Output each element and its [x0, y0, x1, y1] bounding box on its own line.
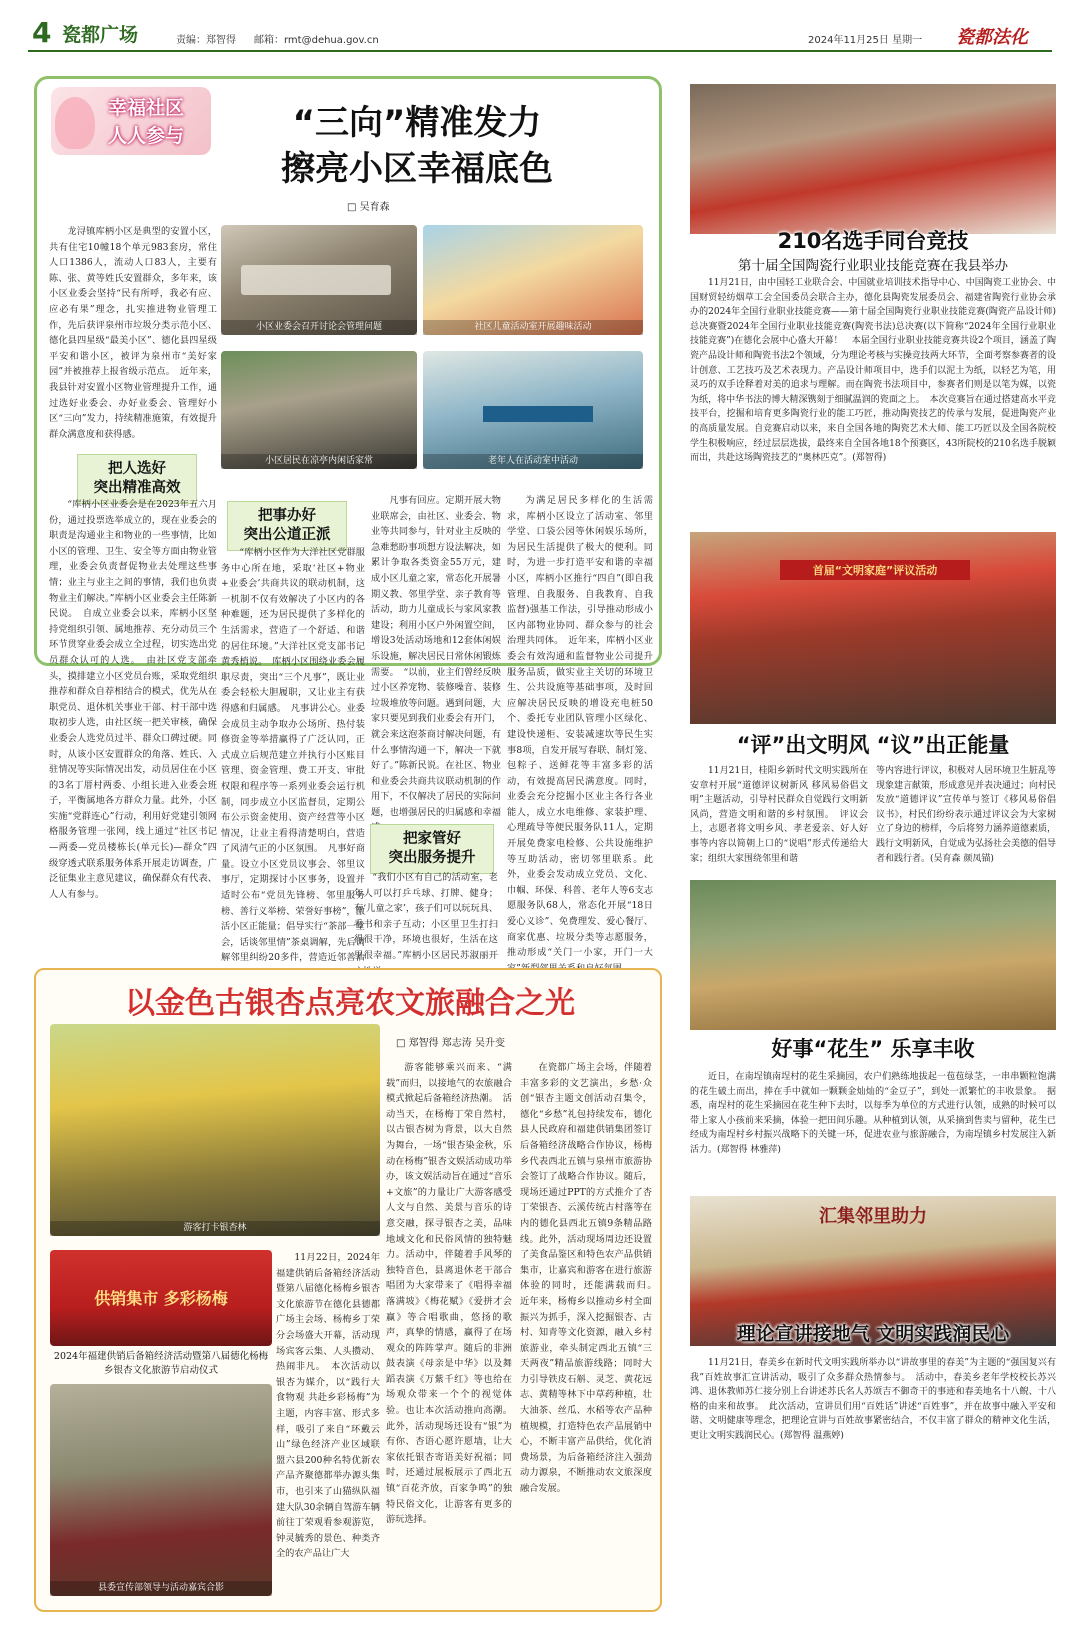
editor-email: 邮箱：rmt@dehua.gov.cn: [254, 35, 379, 46]
photo-village-meeting: [690, 532, 1056, 724]
r2-col2: 等内容进行评议，积极对人居环境卫生脏乱等现象建言献策，形成意见并表决通过；向村民发放“道德评议”宣传单与签订《移风易俗倡议书》，村民们纷纷表示通过评议会为大家树立了身边的榜样，今后将努力涵养道德素质，践行文明新风，自觉成为弘扬社会美德的倡导者和践行者。(吴育森 颜凤锚): [876, 766, 1057, 864]
paper-logo: 瓷都法化: [956, 27, 1028, 48]
subhead-do-things: 把事办好 突出公道正派: [227, 501, 347, 551]
issue-date: 2024年11月25日 星期一: [808, 35, 923, 46]
lecture-banner: 汇集邻里助力: [819, 1206, 927, 1227]
page-number: 4: [32, 16, 52, 49]
column-3a-text: 凡事有回应。定期开展大物业联席会，由社区、业委会、物业等共同参与，针对业主反映的急难愁盼事项想方设法解决，如累计争取各类资金55万元，建成小区儿童之家，常态化开展暑期义教、邻里学堂、亲子教育等活动，助力儿童成长与家风家教建设；利用小区户外闲置空间，增设3处活动场地和12套体闲娱乐设施，解决居民日常休闲锻炼需要。 “以前，业主们曾经反映过小区养宠物、装修噪音、装修垃圾堆放等问题。遇到问题，大家只要见到我们业委会有开门，就会来这泡茶商讨解决问题，有什么事情沟通一下，解决一下就好了。”陈新民说。在社区、物业和业委会共商共议联动机制的作用下，不仅解决了居民的实际问题，也增强居民的归属感和幸福: [371, 495, 501, 818]
column-4-text: 为满足居民多样化的生活需求，库柄小区设立了活动室、邻里学堂、口袋公园等休闲娱乐场所，为居民生活提供了极大的便利。同时，为进一步打造平安和谐的幸福小区，库柄小区推行“四自”(即自我管理、自我服务、自我教育、自我监督)强基工作法，引导推动形成小区内部物业协同、群众参与的社会治理共同体。 近年来，库柄小区业委会有效沟通和监督物业公司提升服务品质，做实业主关切的环境卫生、公共设施等基础事项，及时回应解决居民反映的增设充电桩50个、委托专业团队管理小区绿化、建设快递柜、安装减速坎等民生实事8项，自发开展写春联、制灯笼、包粽子、送鲜花等丰富多彩的活动，有效提高居民满意度。同时，业委会充分挖掘小区业主各行各业能人，成立水电维修、家装护理、心理疏导等便民服务队11人，定期开展免费家电检修、公共设施维护等互助活动，密切邻里联系。此外，业委会发动成立党员、文化、巾帼、环保、科普、老年人等6支志愿服务队68人，常态化开展“18日爱心义诊”、免费理发、爱心餐厅、商家优惠、垃圾分类等志愿服务，推动形成“关门一小家，开门一大: [507, 495, 653, 959]
subhead-manage-home-visible: 把家管好 突出服务提升: [370, 824, 494, 874]
section-name: 瓷都广场: [62, 24, 139, 46]
column-tag: [51, 87, 211, 155]
photo-meeting: [221, 225, 417, 335]
photo-2-caption: 2024年福建供销后备箱经济活动暨第八届德化杨梅乡银杏文化旅游节启动仪式: [53, 1351, 269, 1376]
lead-text: 龙浔镇库柄小区是典型的安置小区，共有住宅10幢18个单元983套房，常住人口1386人，流动人口83人，主要有陈、张、黄等姓氏安置群众，多年来，该小区业委会坚持“民有所呼，我必有应、应必有果”理念，扎实推进物业管理工作，先后获评泉州市垃圾分类示范小区、德化县四星级“最美小区”、德化县四星级平安和谐小区，被评为泉州市“美好家园”并被推荐上报省级示范点。 近年来，我县针对安置小区物业管理提升工作，通过选好业委会、办好业委会、管理好小区“三向”发力，持续精准施策，有效提升群众满意度和获得感。: [49, 226, 217, 440]
page-header: [28, 16, 1052, 52]
article-2-title: 以金色古银杏点亮农文旅融合之光: [125, 986, 575, 1021]
column-2-text: “库柄小区作为大洋社区党群服务中心所在地，采取‘社区+物业+业委会’共商共议的联动机制，这一机制不仅有效解决了小区内的各种难题，还为居民提供了多样化的生活需求，营造了一个舒适、和谐的居住环境。”大洋社区党支部书记黄秀梢说。 库柄小区围绕业委会履职尽责，突出“三个凡事”，既让业委会轻松大胆履职，又让业主有获得感和归属感。 凡事讲公心。业委会成员主动争取办公场所、热付装修资金等举措赢得了广泛认同，正式成立后规范建立并执行小区账目管理、资金管理、费工开支、审批权限和程序等一系列业委会运行机制，同步成立小区监督员，定期公布公示资金使用、资产经营等小区情况，让业主看得清楚明白，营造了风清气正的小区氛围。 凡事好商量。设立小区党员议事会、邻里议事厅，定期探讨小区事务，设置并适时公布“党员先锋榜、邻里服务榜、善行义举榜、荣誉好事榜”，激活小区正能量；倡导实行“茶部一堂会，话谈邻里情”茶桌调解，先后调解邻里纠纷20多件，营造近邻善治: [221, 547, 365, 964]
r3-body: 近日，在南埕镇南埕村的花生采摘园，农户们熟练地拔起一苞苞绿茎，一串串颗粒饱满的花生破土而出，捧在手中就如一颗颗金灿灿的“金豆子”，到处一派繁忙的丰收景象。 据悉，南埕村的花生采摘园在花生种下去时，以每季为单位的方式进行认领，成熟的时候可以带上家人小孩前来采摘，体验一把田间乐趣。从种植到认领，从采摘到售卖与留种，花生已经成为南埕村乡村振兴战略下的关键一环，促进农业与旅游融合，为南埕镇乡村发展注入新活力。(郑智得 林雅萍): [690, 1072, 1056, 1155]
column-tag-line2: 人人参与: [107, 125, 184, 147]
r3-title: 好事“花生” 乐享丰收: [771, 1037, 975, 1061]
photo-ginkgo-grove: [50, 1024, 380, 1236]
column-tag-line1: 幸福社区: [107, 97, 184, 119]
article-2-col3: 在瓷都广场主会场，伴随着丰富多彩的文艺演出，乡愁·众创“银杏主题文创活动召集令，德化“乡愁”礼包持续发布，德化县人民政府和福建供销集团签订后备箱经济战略合作协议，杨梅乡代表西北五镇与泉州市旅游协会签订了战略合作协议。随后，现场还通过PPT的方式推介了杏丁荣银杏、云溪传统古村落等在内的德化县西北五镇9条精品路线。此外，活动现场周边还设置了美食品鉴区和特色农产品供销集市，让嘉宾和游客在进行旅游体验的同时，还能满载而归。 近年来，杨梅乡以推动乡村全面振兴为抓手，深入挖掘银杏、古村、知青等文化资源，融入乡村旅游业，牵头制定西北五镇“三天两夜”精品旅游线路；同时大力引导铁皮石斛、灵芝、黄花远志、黄精等林下中草药种植，壮大油茶、丝瓜、水稻等农产品种植规模，打造特色农产品展销中心，不断丰富产品供给，优化消费场景，为后备箱经济注入强劲动力源泉，不断推动农文旅深度融合发展。: [520, 1062, 662, 1495]
photo-pavilion: [221, 351, 417, 469]
photo-caption: 社区儿童活动室开展趣味活动: [423, 320, 643, 336]
photo-launch-ceremony: [50, 1250, 272, 1346]
photo-caption: 游客打卡银杏林: [50, 1221, 380, 1237]
photo-peanut-harvest: [690, 880, 1056, 1030]
r4-body: 11月21日，春美乡在新时代文明实践所举办以“讲故事里的春美”为主题的“强国复兴有我”百姓故事汇宣讲活动，吸引了众多群众热情参与。 活动中，春美乡老年学校校长苏兴鸿、退休教师苏仁接分别上台讲述苏氏名人苏颂吉不御奇干的事迹和春美地名十八鲵、十八格的由来和故事。 此次活动，宣讲员们用“百姓话”讲述“百姓事”，并在故事中融入平安和谐、文明健康等理念，把理论宣讲与百姓故事紧密结合，不仅丰富了群众的精神文化生活，更让文明实践润民心。(郑智得 温燕婷): [690, 1358, 1056, 1441]
column-3b-text-visible: “我们小区有自己的活动室，老年人可以打乒乓球、打牌、健身；有‘儿童之家’，孩子们可以玩玩具、看书和亲子互动；小区里卫生打扫得很干净，环境也很好，生活在这里很幸福。”库柄小区居民苏淑丽开: [354, 872, 498, 961]
r1-body: 11月21日，由中国轻工业联合会、中国就业培训技术指导中心、中国陶瓷工业协会、中国财贸轻纺烟草工会全国委员会联合主办，德化县陶瓷发展委员会、福建省陶瓷行业协会承办的2024年全国行业职业技能竞赛——第十届全国陶瓷行业职业技能竞赛(陶瓷产品设计师)总决赛暨2024年全国行业职业技能竞赛(陶瓷书法)总决赛(以下简称“2024年全国行业职业技能竞赛”)在德化会展中心盛大开幕！ 本届全国行业职业技能竞赛共设2个项目，涵盖了陶瓷产品设计师和陶瓷书法2个领域，分为理论考核与实操竞技两大环节，全面考察参赛者的设计创意、工艺技巧及艺术表现力。产品设计师项目中，选手们以泥土为纸，以轻艺为笔，用灵巧的双手诠释着对美的追求与理解。而在陶瓷书法项目中，参赛者们则是以笔为媒，以瓷为纸，将中华书法的博大精深镌刻于细腻温润的瓷面之上。 本次竞赛旨在通过搭建高水平竞技平台，挖掘和培育更多陶瓷行业的能工巧匠，推动陶瓷技艺的传承与发展，促进陶瓷产业的高质量发展。自竞赛启动以来，来自全国各地的陶瓷艺术大师、能工巧匠以及全国各院校学生积极响应，经过层层选拔，最终来自全国各地18个预赛区，43所院校的210名选手脱颖而出，共赴这场陶瓷技艺的“奥林匹克”。(郑智得): [690, 278, 1056, 464]
article-ginkgo: [34, 968, 662, 1612]
r2-title: “评”出文明风 “议”出正能量: [736, 733, 1010, 757]
photo-competition: [690, 84, 1056, 234]
photo-pingpong: [423, 351, 643, 469]
editor-credit: 责编：郑智得: [176, 35, 236, 46]
photo-caption: 老年人在活动室中活动: [423, 454, 643, 470]
r4-title: 理论宣讲接地气 文明实践润民心: [736, 1323, 1010, 1345]
r1-title: 210名选手同台竞技: [777, 229, 969, 253]
photo-caption: 县委宣传部领导与活动嘉宾合影: [50, 1581, 272, 1597]
stage-banner: 供销集市 多彩杨梅: [94, 1289, 228, 1308]
meeting-banner: 首届“文明家庭”评议活动: [780, 560, 970, 580]
photo-group: [50, 1384, 272, 1596]
article-2-col1: 11月22日，2024年福建供销后备箱经济活动暨第八届德化杨梅乡银杏文化旅游节在德化县德都广场主会场、杨梅乡丁荣分会场盛大开幕，活动现场宾客云集、人头攒动、热闹非凡。 本次活动以银杏为媒介，以“践行大食物观 共赴乡彩杨梅”为主题，内容丰富、形式多样，吸引了来自“环戴云山”绿色经济产业区域联盟六县200种名特优新农产品齐聚德都举办源头集市，也引来了山猫纵队福建大队30余辆自驾游车辆前往丁荣观看参观游览，钟灵毓秀的景色、种类齐全的农产品让广大: [276, 1252, 380, 1560]
subhead-select-people: 把人选好 突出精准高效: [77, 454, 197, 504]
article-2-col2: 游客能够乘兴而来、“满载”而归，以接地气的农旅融合模式掀起后备箱经济热潮。 活动当天，在杨梅丁荣自然村，以古银杏树为背景，以大自然为舞台，一场“银杏染金秋，乐动在杨梅”银杏文娱活动成功举办，该文娱活动旨在通过“音乐+文旅”的力量让广大游客感受人文与自然、美景与音乐的诗意交融，探寻银杏之美，品味地域文化和民俗风情的独特魅力。活动中，伴随着手风琴的独特音色，县离退休老干部合唱团为大家带来了《唱得幸福落满坡》《梅花赋》《爱拼才会赢》等合唱歌曲，悠扬的歌声，真挚的情感，赢得了在场观众的阵阵掌声。随后的非洲鼓表演《母亲是中华》以及舞蹈表演《万紫千红》等也给在场观众带来一个个的视觉体验。也让本次活动推向高潮。此外，活动现场还设有“银”为有你、杏语心愿许愿墙，让大家依托银杏寄语美好祝福；同时，还通过展板展示了西北五镇“百花齐放，百家争鸣”的独特民俗文化，让游客有更多的游玩选择。: [386, 1062, 512, 1526]
photo-kids: [423, 225, 643, 335]
article-title-line2: 擦亮小区幸福底色: [281, 149, 553, 189]
column-1-text: “库柄小区业委会是在2023年五六月份，通过投票选举成立的，现在业委会的职责是沟通业主和物业的一些事情，比如小区的管理、卫生、安全等方面由物业管理，业委会负责督促物业去处理这些事情；业主与业主之间的事情，我们也负责物业主们解决。”库柄小区业委会主任陈新民说。 自成立业委会以来，库柄小区坚持党组织引领、属地推荐、充分动员三个环节贯穿业委会成立全过程，切实选出党员群众认可的人选。 由社区党支部牵头，摸排建立小区党员台账，采取党组织推荐和群众自荐相结合的模式，优先从在职党员、退休机关事业干部、村干部中选取初步人选，由社区统一把关审核，确保业委会人选党员过半、群众口碑过硬。同时，从该小区安置群众的角落、姓氏、入驻情况等实际情况出发，动员居住在小区的3名丁厝村两委、小组长进入业委会班子，平衡属地各方群众力量。此外，小区实施“党群连心”行动，利用好党建引领网格服务管理一张网，线上通过“社区书记—两委—党员楼栋长(单元长)—群众”四级穿透式联系服务体系开展走访调查，广泛征集业主意见建议，确保群众有代表、人人有参与。: [49, 499, 217, 900]
photo-caption: 小区业委会召开讨论会管理问题: [221, 320, 417, 336]
r1-subtitle: 第十届全国陶瓷行业职业技能竞赛在我县举办: [738, 258, 1008, 274]
byline: □ 吴育森: [347, 202, 390, 213]
r2-col1: 11月21日，桂阳乡新时代文明实践所在安章村开展“道德评议树新风 移风易俗倡文明”主题活动，引导村民群众自觉践行文明新风尚，营造文明和谐的乡村氛围。 评议会上，志愿者将文明乡风、孝老爱亲、好人好事等内容以简朝上口的“说唱”形式传递给大家；组织大家围绕邻里和谐: [690, 766, 868, 864]
article-title-line1: “三向”精准发力: [292, 103, 542, 143]
photo-caption: 小区居民在凉亭内闲话家常: [221, 454, 417, 470]
byline: □ 郑智得 郑志涛 吴升变: [396, 1038, 505, 1049]
